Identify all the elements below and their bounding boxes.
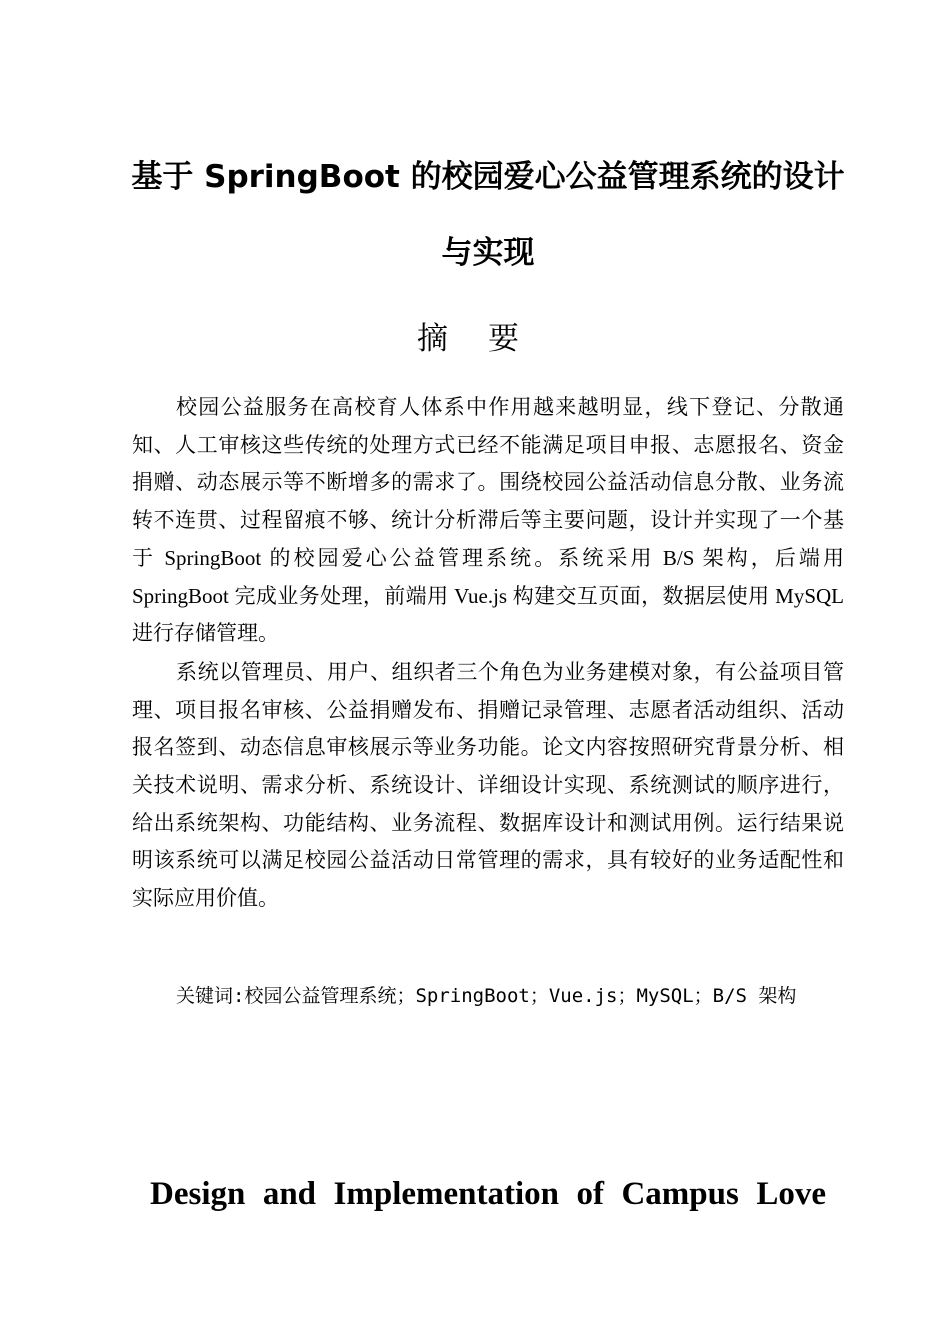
title-cn-line1: 基于 SpringBoot 的校园爱心公益管理系统的设计: [131, 159, 845, 195]
title-cn-line2: 与实现: [441, 235, 535, 271]
keywords-line: 关键词:校园公益管理系统；SpringBoot；Vue.js；MySQL；B/S 架构: [176, 985, 797, 1007]
abstract-body: [132, 389, 844, 919]
abstract-paragraph-1: 校园公益服务在高校育人体系中作用越来越明显，线下登记、分散通知、人工审核这些传统的处理方式已经不能满足项目申报、志愿报名、资金捐赠、动态展示等不断增多的需求了。围绕校园公益活动信息分散、业务流转不连贯、过程留痕不够、统计分析滞后等主要问题，设计并实现了一个基于 SpringBoot 的校园爱心公益管理系统。系统采用 B/S 架构，后端用 SpringBoot 完成业务处理，前端用 Vue.js 构建交互页面，数据层使用 MySQL 进行存储管理。: [132, 395, 844, 646]
abstract-paragraph-2: 系统以管理员、用户、组织者三个角色为业务建模对象，有公益项目管理、项目报名审核、公益捐赠发布、捐赠记录管理、志愿者活动组织、活动报名签到、动态信息审核展示等业务功能。论文内容按照研究背景分析、相关技术说明、需求分析、系统设计、详细设计实现、系统测试的顺序进行，给出系统架构、功能结构、业务流程、数据库设计和测试用例。运行结果说明该系统可以满足校园公益活动日常管理的需求，具有较好的业务适配性和实际应用价值。: [132, 659, 844, 911]
abstract-heading: 摘要: [417, 321, 559, 357]
title-en-line1: Design and Implementation of Campus Love: [150, 1176, 826, 1212]
